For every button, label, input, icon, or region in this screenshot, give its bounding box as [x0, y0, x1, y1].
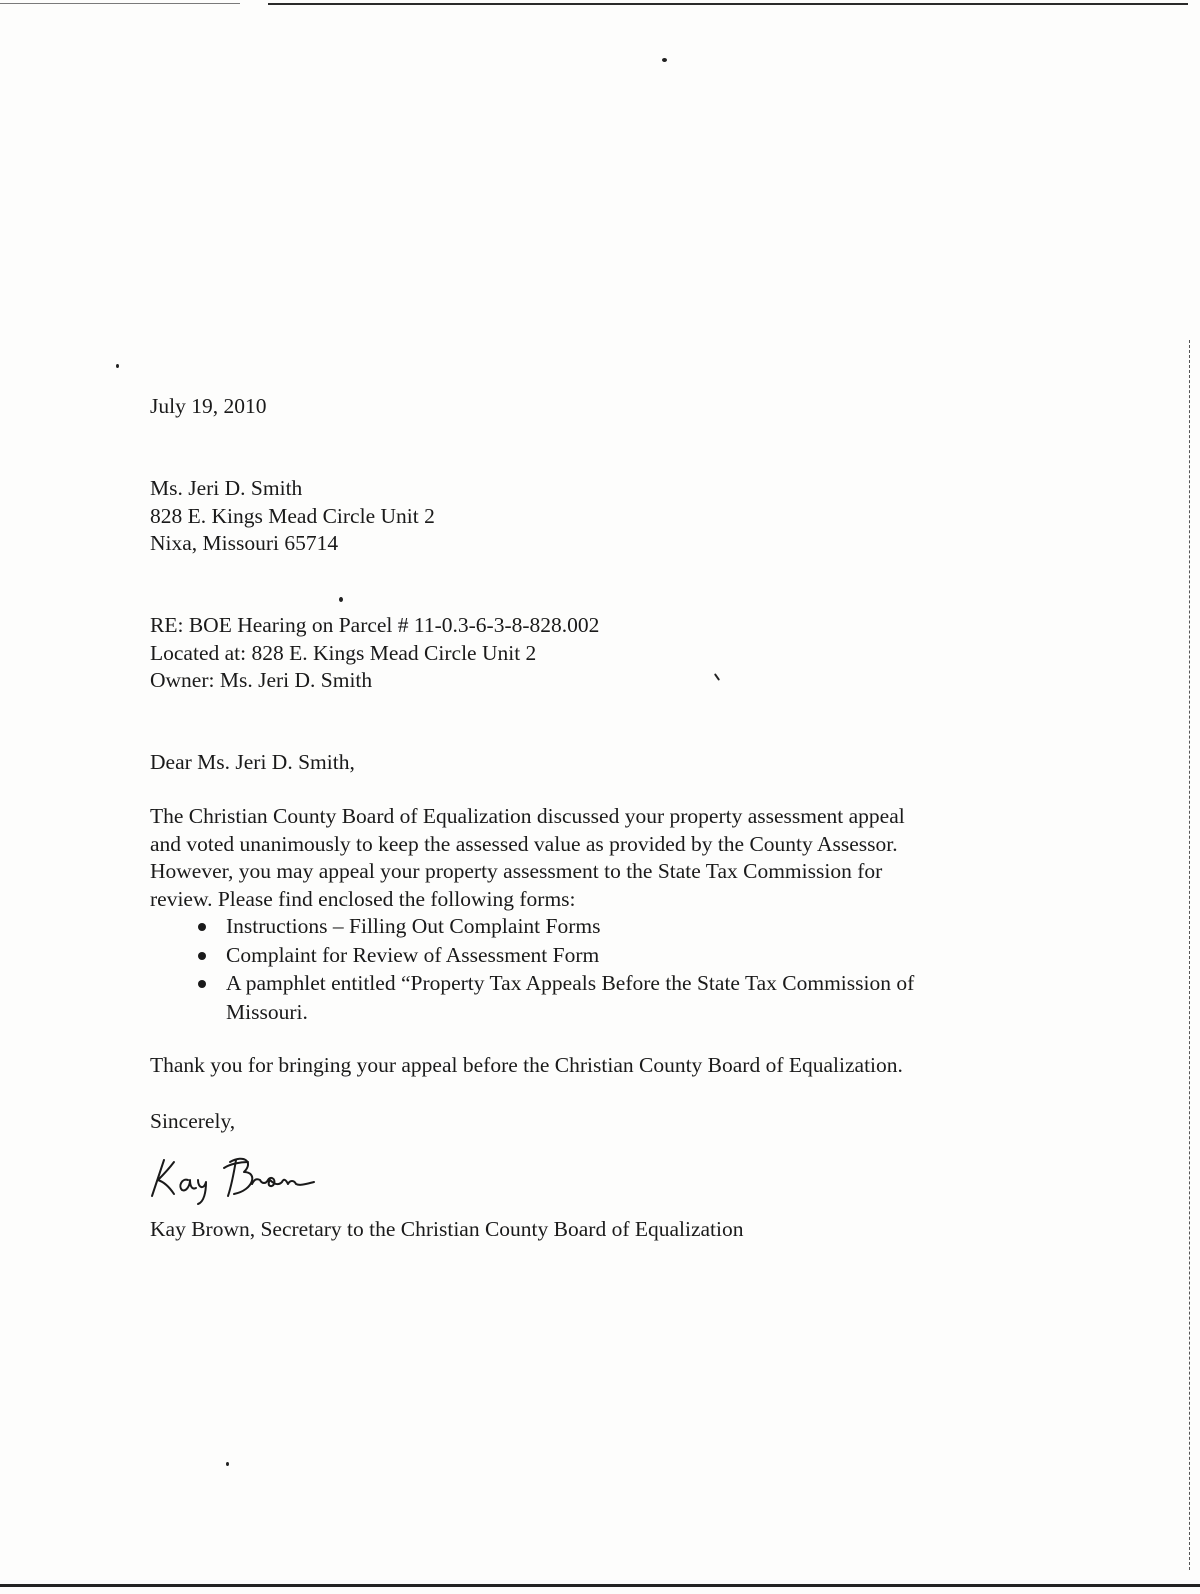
- scan-artifact-right-edge: [1189, 340, 1191, 1570]
- enclosures-list: [150, 912, 914, 1026]
- scan-artifact-top-left: [0, 3, 240, 4]
- enclosure-label: Instructions – Filling Out Complaint Forms: [226, 914, 601, 938]
- recipient-address-block: [150, 475, 435, 558]
- body-line: and voted unanimously to keep the assessed value as provided by the County Assessor.: [150, 831, 898, 856]
- closing: Sincerely,: [150, 1109, 236, 1133]
- letter-date: July 19, 2010: [150, 394, 267, 418]
- enclosure-continuation: Missouri.: [226, 999, 308, 1024]
- reference-block: [150, 612, 599, 695]
- thank-you-line: Thank you for bringing your appeal before the Christian County Board of Equalization.: [150, 1053, 903, 1077]
- scan-artifact-bottom-line: [0, 1584, 1200, 1587]
- scan-speck: [714, 673, 720, 681]
- salutation: Dear Ms. Jeri D. Smith,: [150, 750, 355, 774]
- signer-name-title: Kay Brown, Secretary to the Christian County Board of Equalization: [150, 1217, 744, 1241]
- enclosure-label: Complaint for Review of Assessment Form: [226, 942, 600, 967]
- reference-re: RE: BOE Hearing on Parcel # 11-0.3-6-3-8-828.002: [150, 613, 600, 637]
- bullet-icon: [198, 952, 206, 960]
- scan-speck: [116, 364, 119, 368]
- enclosure-label: A pamphlet entitled “Property Tax Appeals Before the State Tax Commission of: [226, 971, 915, 995]
- list-item: [150, 941, 914, 970]
- scan-speck: [226, 1462, 229, 1466]
- list-item-continuation: [150, 998, 914, 1027]
- list-item: [150, 912, 914, 941]
- body-paragraph: [150, 803, 905, 913]
- reference-owner: Owner: Ms. Jeri D. Smith: [150, 668, 373, 692]
- recipient-address-line2: Nixa, Missouri 65714: [150, 531, 339, 555]
- body-line: However, you may appeal your property assessment to the State Tax Commission for: [150, 859, 883, 883]
- bullet-icon: [198, 923, 206, 931]
- body-line: review. Please find enclosed the following forms:: [150, 886, 576, 911]
- handwritten-signature: [148, 1150, 328, 1206]
- scan-artifact-top-line: [268, 3, 1188, 5]
- scan-speck: [662, 58, 667, 62]
- body-line: The Christian County Board of Equalization discussed your property assessment appeal: [150, 804, 905, 828]
- list-item: [150, 969, 914, 998]
- bullet-icon: [198, 980, 206, 988]
- scan-speck: [339, 597, 343, 602]
- reference-location: Located at: 828 E. Kings Mead Circle Unit 2: [150, 640, 537, 665]
- recipient-address-line1: 828 E. Kings Mead Circle Unit 2: [150, 503, 435, 528]
- recipient-name: Ms. Jeri D. Smith: [150, 476, 303, 500]
